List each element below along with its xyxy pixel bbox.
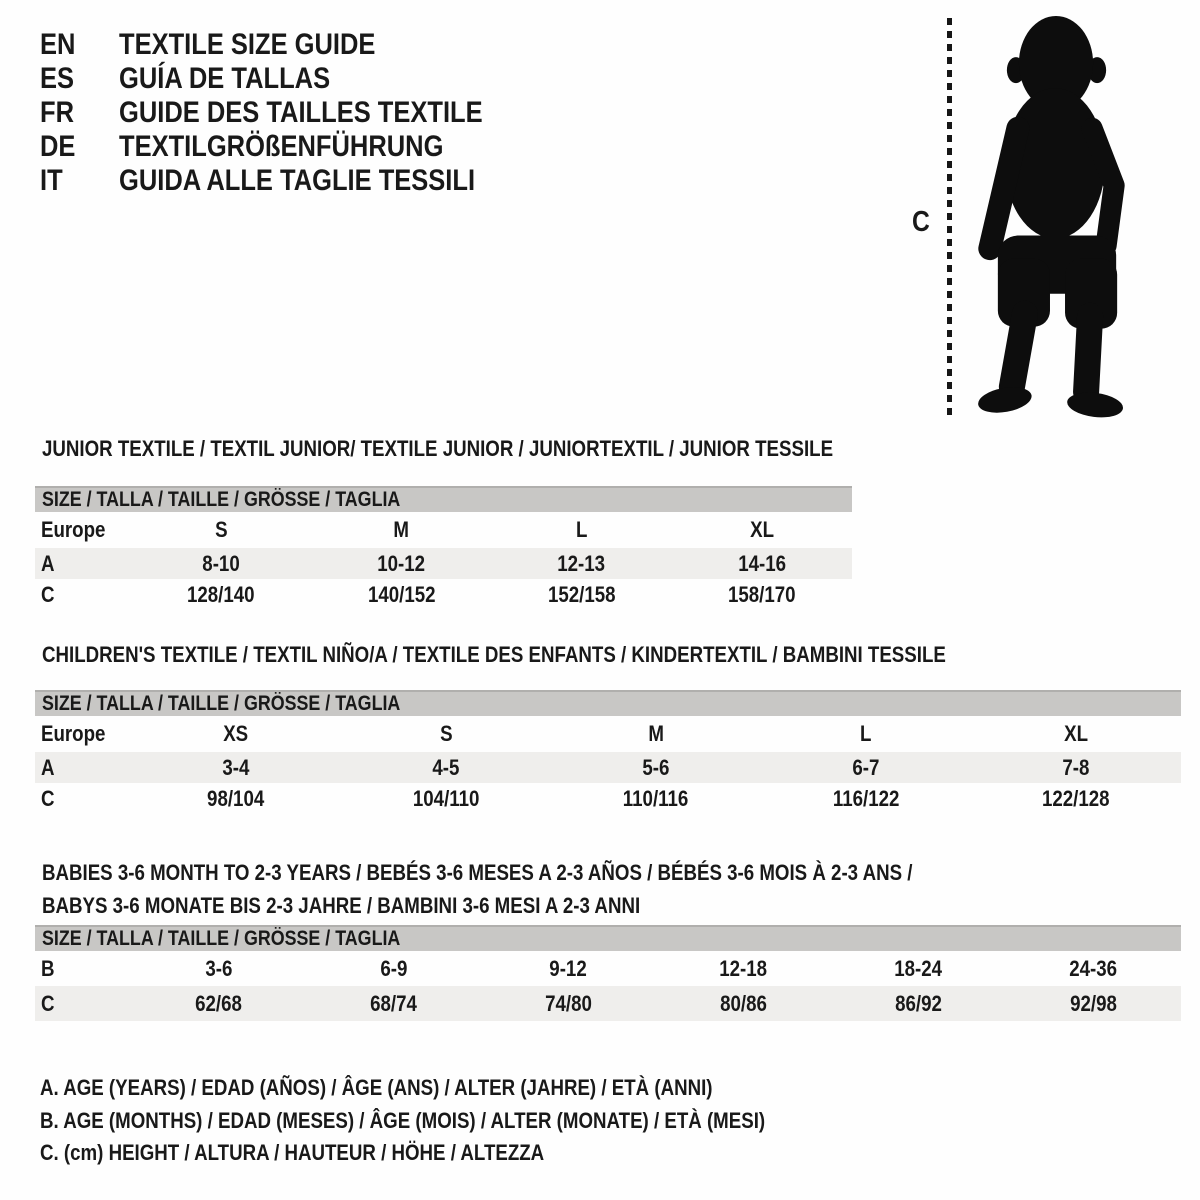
- size-value-cell: 6-9: [379, 955, 408, 981]
- size-bar-label: SIZE / TALLA / TAILLE / GRÖSSE / TAGLIA: [42, 488, 401, 511]
- size-value-cell: 128/140: [187, 581, 255, 607]
- language-code: IT: [40, 164, 63, 197]
- size-value-cell: 98/104: [207, 785, 265, 811]
- size-value-cell: 86/92: [895, 990, 942, 1016]
- size-value-cell: 80/86: [720, 990, 767, 1016]
- language-code: DE: [40, 130, 76, 163]
- language-row-en: [40, 28, 547, 62]
- legend-line-a: A. AGE (YEARS) / EDAD (AÑOS) / ÂGE (ANS) / ALTER (JAHRE) / ETÀ (ANNI): [40, 1075, 713, 1100]
- size-value-cell: 110/116: [623, 785, 689, 811]
- babies-textile-section: [35, 856, 1181, 1021]
- size-bar-label: SIZE / TALLA / TAILLE / GRÖSSE / TAGLIA: [42, 692, 401, 715]
- size-value-cell: 62/68: [195, 990, 242, 1016]
- size-value-cell: 6-7: [852, 754, 880, 780]
- children-textile-section: [35, 644, 1181, 814]
- guide-title: GUIDE DES TAILLES TEXTILE: [119, 96, 483, 129]
- size-value-cell: 116/122: [832, 785, 900, 811]
- guide-title: TEXTILE SIZE GUIDE: [119, 28, 376, 61]
- babies-row-height: [35, 986, 1181, 1021]
- measure-row-label: C: [41, 581, 55, 607]
- size-value-cell: 7-8: [1062, 754, 1090, 780]
- children-size-table: [35, 690, 1181, 814]
- legend-line-b: B. AGE (MONTHS) / EDAD (MESES) / ÂGE (MOIS) / ALTER (MONATE) / ETÀ (MESI): [40, 1107, 766, 1133]
- size-value-cell: 4-5: [432, 754, 460, 780]
- size-value-cell: 9-12: [549, 955, 588, 981]
- babies-section-title-line2: BABYS 3-6 MONATE BIS 2-3 JAHRE / BAMBINI 3-6 MESI A 2-3 ANNI: [42, 893, 641, 918]
- size-bar-label: SIZE / TALLA / TAILLE / GRÖSSE / TAGLIA: [42, 927, 401, 950]
- language-row-fr: [40, 96, 547, 130]
- language-code: ES: [40, 62, 75, 95]
- size-value-cell: 5-6: [642, 754, 670, 780]
- size-value-cell: 18-24: [894, 955, 943, 981]
- size-column-header: S: [439, 721, 453, 746]
- legend-line-c: C. (cm) HEIGHT / ALTURA / HAUTEUR / HÖHE / ALTEZZA: [40, 1140, 545, 1165]
- region-label: Europe: [41, 517, 106, 542]
- children-row-height: [35, 783, 1181, 814]
- measure-row-label: C: [41, 785, 55, 811]
- language-code: FR: [40, 96, 74, 129]
- size-value-cell: 10-12: [377, 550, 426, 576]
- measure-legend: [40, 1072, 893, 1170]
- junior-size-table: [35, 486, 852, 610]
- size-column-header: XL: [1064, 721, 1088, 746]
- measure-row-label: B: [41, 955, 55, 981]
- size-value-cell: 74/80: [545, 990, 592, 1016]
- junior-section-title: JUNIOR TEXTILE / TEXTIL JUNIOR/ TEXTILE JUNIOR / JUNIORTEXTIL / JUNIOR TESSILE: [42, 436, 834, 461]
- size-value-cell: 12-13: [557, 550, 606, 576]
- size-value-cell: 158/170: [728, 581, 796, 607]
- measure-row-label: A: [41, 754, 55, 780]
- height-measure-label: C: [912, 206, 930, 238]
- size-value-cell: 92/98: [1070, 990, 1117, 1016]
- children-header-row: [35, 716, 1181, 752]
- junior-row-height: [35, 579, 852, 610]
- measure-row-label: A: [41, 550, 55, 576]
- junior-textile-section: [35, 438, 852, 610]
- size-column-header: XS: [223, 721, 249, 746]
- language-row-es: [40, 62, 547, 96]
- children-section-title: CHILDREN'S TEXTILE / TEXTIL NIÑO/A / TEXTILE DES ENFANTS / KINDERTEXTIL / BAMBINI TESSILE: [42, 642, 946, 667]
- size-value-cell: 3-6: [204, 955, 233, 981]
- size-column-header: M: [393, 517, 410, 542]
- guide-title: TEXTILGRÖßENFÜHRUNG: [119, 130, 444, 163]
- language-title-list: [40, 28, 547, 198]
- height-measure-dashed-line: [947, 18, 952, 415]
- region-label: Europe: [41, 721, 106, 746]
- size-value-cell: 152/158: [547, 581, 616, 607]
- babies-size-table: [35, 925, 1181, 1021]
- language-row-it: [40, 164, 547, 198]
- language-row-de: [40, 130, 547, 164]
- size-value-cell: 104/110: [412, 785, 480, 811]
- size-value-cell: 140/152: [367, 581, 436, 607]
- size-value-cell: 68/74: [370, 990, 417, 1016]
- size-column-header: S: [214, 517, 228, 542]
- size-column-header: XL: [749, 517, 774, 542]
- measure-row-label: C: [41, 990, 55, 1016]
- size-value-cell: 8-10: [202, 550, 240, 576]
- size-column-header: L: [860, 721, 872, 746]
- size-value-cell: 122/128: [1042, 785, 1110, 811]
- guide-title: GUÍA DE TALLAS: [119, 62, 331, 95]
- size-value-cell: 24-36: [1069, 955, 1118, 981]
- size-column-header: L: [575, 517, 588, 542]
- junior-header-row: [35, 512, 852, 548]
- toddler-silhouette-icon: [967, 13, 1143, 419]
- guide-title: GUIDA ALLE TAGLIE TESSILI: [119, 164, 476, 197]
- junior-row-age: [35, 548, 852, 579]
- babies-row-months: [35, 951, 1181, 986]
- children-row-age: [35, 752, 1181, 783]
- language-code: EN: [40, 28, 76, 61]
- size-value-cell: 12-18: [719, 955, 768, 981]
- size-value-cell: 14-16: [737, 550, 786, 576]
- babies-section-title-line1: BABIES 3-6 MONTH TO 2-3 YEARS / BEBÉS 3-6 MESES A 2-3 AÑOS / BÉBÉS 3-6 MOIS À 2-3 ANS /: [42, 860, 913, 885]
- size-column-header: M: [648, 721, 664, 746]
- size-value-cell: 3-4: [222, 754, 250, 780]
